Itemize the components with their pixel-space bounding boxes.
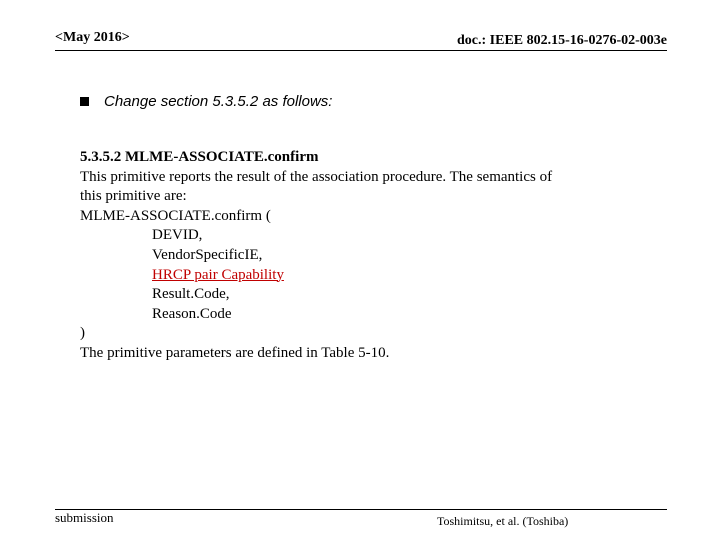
primitive-open: MLME-ASSOCIATE.confirm ( bbox=[80, 207, 271, 224]
instruction-text: Change section 5.3.5.2 as follows: bbox=[104, 93, 333, 110]
footer-divider bbox=[55, 509, 667, 510]
primitive-close: ) bbox=[80, 325, 85, 342]
section-heading: 5.3.5.2 MLME-ASSOCIATE.confirm bbox=[80, 149, 319, 165]
header-divider bbox=[55, 50, 667, 51]
param-result-code: Result.Code, bbox=[152, 286, 230, 303]
header-doc-id: doc.: IEEE 802.15-16-0276-02-003e bbox=[457, 33, 667, 48]
param-vendor-specific-ie: VendorSpecificIE, bbox=[152, 246, 263, 263]
param-reason-code: Reason.Code bbox=[152, 305, 232, 322]
instruction-bullet bbox=[80, 93, 332, 110]
intro-line-2: this primitive are: bbox=[80, 188, 187, 205]
section-body bbox=[80, 148, 600, 364]
footer-submission: submission bbox=[55, 510, 114, 525]
header-date: <May 2016> bbox=[55, 30, 130, 45]
intro-line-1: This primitive reports the result of the association procedure. The semantics of bbox=[80, 168, 553, 185]
closing-sentence: The primitive parameters are defined in Table 5-10. bbox=[80, 344, 390, 361]
footer-authors: Toshimitsu, et al. (Toshiba) bbox=[437, 514, 569, 528]
square-bullet-icon bbox=[80, 97, 89, 106]
param-devid: DEVID, bbox=[152, 227, 203, 244]
param-hrcp-pair-capability-inserted: HRCP pair Capability bbox=[152, 266, 284, 283]
